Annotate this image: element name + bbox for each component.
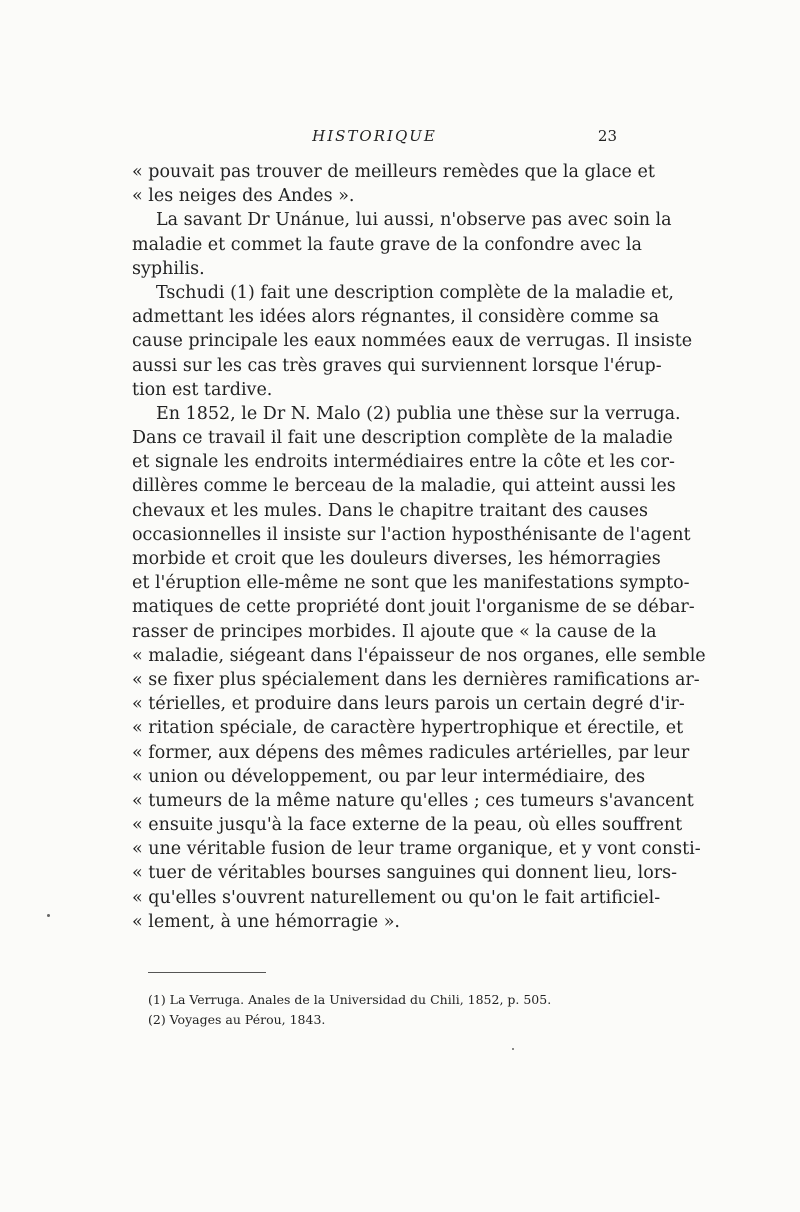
text-line: et l'éruption elle-même ne sont que les manifestations sympto-	[132, 573, 690, 594]
text-line: « se fixer plus spécialement dans les dernières ramifications ar-	[132, 669, 700, 690]
text-line: « ritation spéciale, de caractère hypertrophique et érectile, et	[132, 718, 684, 739]
text-line: rasser de principes morbides. Il ajoute que « la cause de la	[132, 621, 657, 642]
text-line: La savant Dr Unánue, lui aussi, n'observe pas avec soin la	[156, 210, 672, 231]
paper-speck	[512, 1048, 514, 1050]
footnote-rule	[148, 972, 266, 973]
footnotes	[148, 990, 551, 1030]
body-text	[132, 160, 706, 934]
text-line: En 1852, le Dr N. Malo (2) publia une thèse sur la verruga.	[156, 403, 681, 424]
text-line: tion est tardive.	[132, 379, 273, 400]
text-line: matiques de cette propriété dont jouit l'organisme de se débar-	[132, 597, 695, 618]
text-line: Tschudi (1) fait une description complète de la maladie et,	[156, 282, 674, 303]
text-line: « union ou développement, ou par leur intermédiaire, des	[132, 766, 646, 787]
running-head-title: HISTORIQUE	[312, 127, 437, 145]
text-line: aussi sur les cas très graves qui surviennent lorsque l'érup-	[132, 355, 662, 376]
text-line: cause principale les eaux nommées eaux de verrugas. Il insiste	[132, 331, 693, 352]
text-line: morbide et croit que les douleurs diverses, les hémorragies	[132, 549, 661, 569]
text-line: admettant les idées alors régnantes, il considère comme sa	[132, 307, 660, 328]
text-line: « tuer de véritables bourses sanguines qui donnent lieu, lors-	[132, 863, 678, 884]
paper-speck	[47, 914, 50, 917]
text-line: « lement, à une hémorragie ».	[132, 911, 400, 932]
footnote: (2) Voyages au Pérou, 1843.	[148, 1012, 326, 1027]
text-line: syphilis.	[132, 258, 205, 279]
text-line: occasionnelles il insiste sur l'action hyposthénisante de l'agent	[132, 524, 691, 545]
text-line: « tumeurs de la même nature qu'elles ; ces tumeurs s'avancent	[132, 790, 694, 811]
text-line: maladie et commet la faute grave de la confondre avec la	[132, 234, 642, 255]
text-line: chevaux et les mules. Dans le chapitre traitant des causes	[132, 500, 648, 521]
text-line: « pouvait pas trouver de meilleurs remèdes que la glace et	[132, 162, 655, 182]
text-line: « qu'elles s'ouvrent naturellement ou qu'on le fait artificiel-	[132, 887, 661, 908]
text-line: Dans ce travail il fait une description complète de la maladie	[132, 428, 673, 449]
text-line: « térielles, et produire dans leurs parois un certain degré d'ir-	[132, 694, 685, 715]
running-head	[132, 127, 617, 151]
text-line: et signale les endroits intermédiaires entre la côte et les cor-	[132, 452, 675, 473]
text-line: dillères comme le berceau de la maladie, qui atteint aussi les	[132, 476, 676, 497]
text-line: « ensuite jusqu'à la face externe de la peau, où elles souffrent	[132, 815, 683, 836]
text-line: « maladie, siégeant dans l'épaisseur de nos organes, elle semble	[132, 645, 706, 666]
page-number: 23	[597, 127, 617, 145]
text-line: « une véritable fusion de leur trame organique, et y vont consti-	[132, 839, 701, 860]
text-line: « former, aux dépens des mêmes radicules artérielles, par leur	[132, 742, 690, 763]
footnote: (1) La Verruga. Anales de la Universidad du Chili, 1852, p. 505.	[148, 992, 552, 1007]
text-line: « les neiges des Andes ».	[132, 186, 355, 207]
